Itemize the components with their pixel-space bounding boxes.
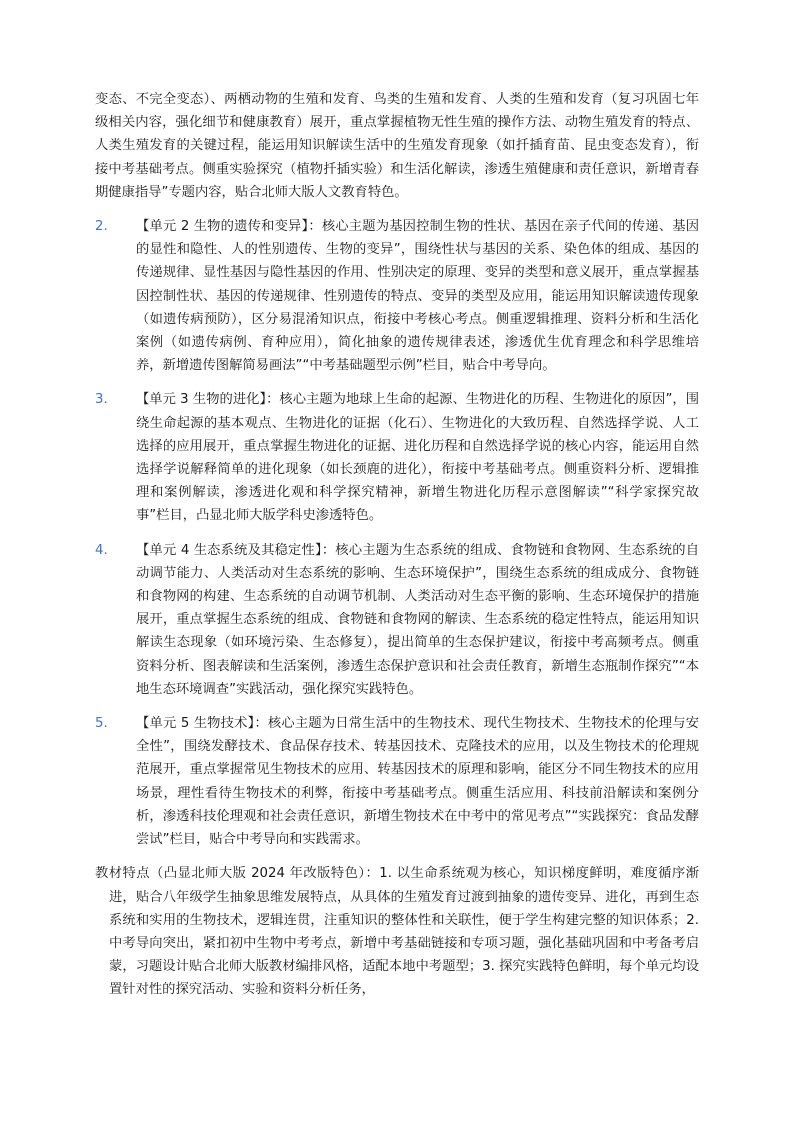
list-item-unit-2 (95, 215, 699, 377)
list-number: 5. (95, 716, 108, 732)
list-item-unit-5 (95, 712, 699, 851)
list-item-text: 【单元 3 生物的进化】：核心主题为地球上生命的起源、生物进化的历程、生物进化的原因”，围绕生命起源的基本观点、生物进化的证据（化石）、生物进化的大致历程、自然选择学说、人工选择的应用展开，重点掌握生物进化的证据、进化历程和自然选择学说的核心内容，能运用自然选择学说解释简单的进化现象（如长颈鹿的进化），衔接中考基础考点。侧重资料分析、逻辑推理和案例解读，渗透进化观和科学探究精神，新增生物进化历程示意图解读”“科学家探究故事”栏目，凸显北师大版学科史渗透特色。 (136, 392, 699, 524)
list-item-text: 【单元 5 生物技术】：核心主题为日常生活中的生物技术、现代生物技术、生物技术的伦理与安全性”，围绕发酵技术、食品保存技术、转基因技术、克隆技术的应用，以及生物技术的伦理规范展开，重点掌握常见生物技术的应用、转基因技术的原理和影响，能区分不同生物技术的应用场景，理性看待生物技术的利弊，衔接中考基础考点。侧重生活应用、科技前沿解读和案例分析，渗透科技伦理观和社会责任意识，新增生物技术在中考中的常见考点”“实践探究：食品发酵尝试”栏目，贴合中考导向和实践需求。 (136, 716, 699, 848)
list-item-unit-4 (95, 539, 699, 701)
intro-paragraph: 变态、不完全变态）、两栖动物的生殖和发育、鸟类的生殖和发育、人类的生殖和发育（复习巩固七年级相关内容，强化细节和健康教育）展开，重点掌握植物无性生殖的操作方法、动物生殖发育的特点、人类生殖发育的关键过程，能运用知识解读生活中的生殖发育现象（如扦插育苗、昆虫变态发育），衔接中考基础考点。侧重实验探究（植物扦插实验）和生活化解读，渗透生殖健康和责任意识，新增青春期健康指导”专题内容，贴合北师大版人文教育特色。 (95, 92, 699, 200)
list-number: 2. (95, 219, 108, 235)
list-item-text: 【单元 2 生物的遗传和变异】：核心主题为基因控制生物的性状、基因在亲子代间的传递、基因的显性和隐性、人的性别遗传、生物的变异”，围绕性状与基因的关系、染色体的组成、基因的传递规律、显性基因与隐性基因的作用、性别决定的原理、变异的类型和意义展开，重点掌握基因控制性状、基因的传递规律、性别遗传的特点、变异的类型及应用，能运用知识解读遗传现象（如遗传病预防），区分易混淆知识点，衔接中考核心考点。侧重逻辑推理、资料分析和生活化案例（如遗传病例、育种应用），简化抽象的遗传规律表述，渗透优生优育理念和科学思维培养，新增遗传图解简易画法”“中考基础题型示例”栏目，贴合中考导向。 (136, 219, 699, 374)
list-item-unit-3 (95, 388, 699, 527)
list-number: 3. (95, 392, 108, 408)
features-paragraph: 教材特点（凸显北师大版 2024 年改版特色）：1. 以生命系统观为核心，知识梯度鲜明，难度循序渐进，贴合八年级学生抽象思维发展特点，从具体的生殖发育过渡到抽象的遗传变异、进化，再到生态系统和实用的生物技术，逻辑连贯，注重知识的整体性和关联性，便于学生构建完整的知识体系；2. 中考导向突出，紧扣初中生物中考考点，新增中考基础链接和专项习题，强化基础巩固和中考备考启蒙，习题设计贴合北师大版教材编排风格，适配本地中考题型；3. 探究实践特色鲜明，每个单元均设置针对性的探究活动、实验和资料分析任务， (95, 866, 699, 998)
list-number: 4. (95, 542, 108, 558)
list-item-text: 【单元 4 生态系统及其稳定性】：核心主题为生态系统的组成、食物链和食物网、生态系统的自动调节能力、人类活动对生态系统的影响、生态环境保护”，围绕生态系统的组成成分、食物链和食物网的构建、生态系统的自动调节机制、人类活动对生态平衡的影响、生态环境保护的措施展开，重点掌握生态系统的组成、食物链和食物网的解读、生态系统的稳定性特点，能运用知识解读生态现象（如环境污染、生态修复），提出简单的生态保护建议，衔接中考高频考点。侧重资料分析、图表解读和生活案例，渗透生态保护意识和社会责任教育，新增生态瓶制作探究”“本地生态环境调查”实践活动，强化探究实践特色。 (136, 542, 699, 697)
